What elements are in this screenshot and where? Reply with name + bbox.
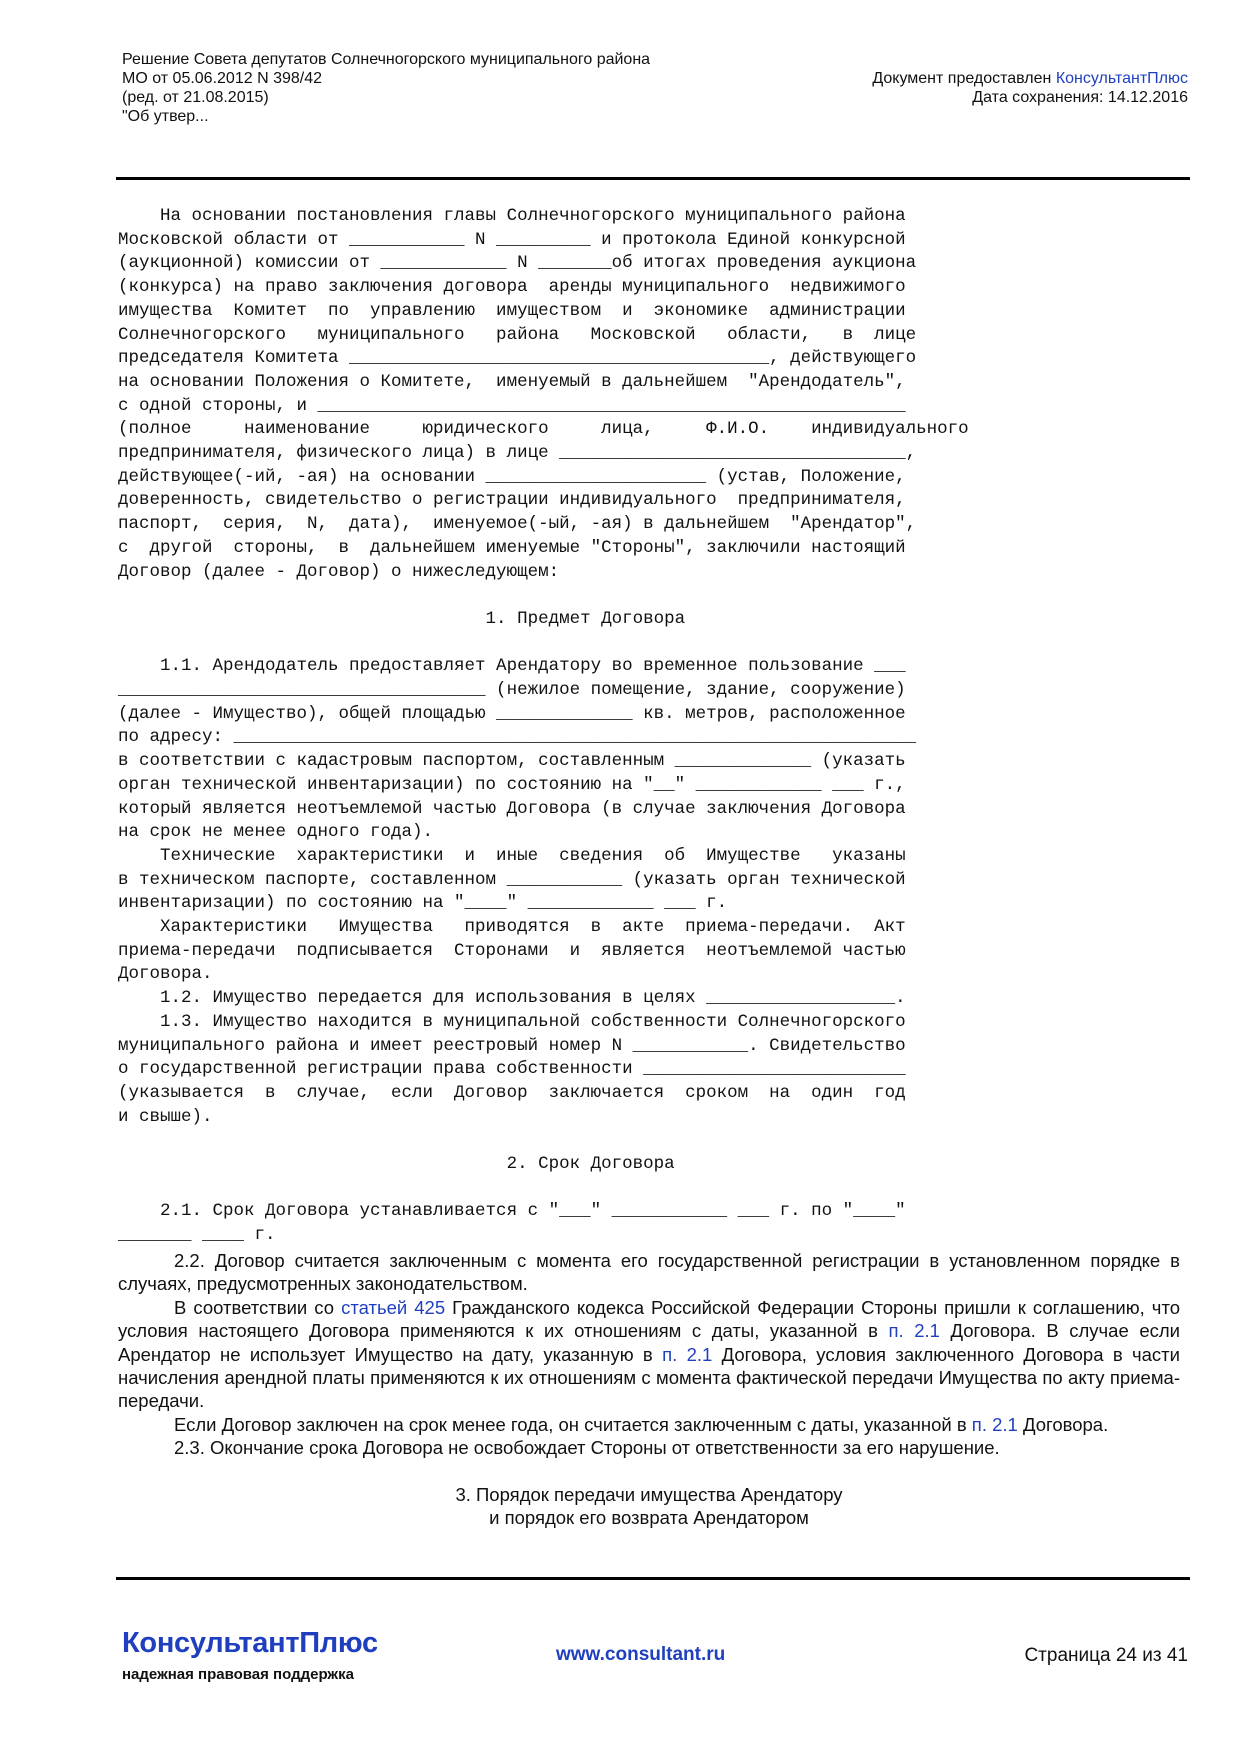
header-line: Решение Совета депутатов Солнечногорского муниципального района xyxy=(122,51,651,68)
article-425-link[interactable]: статьей 425 xyxy=(341,1296,446,1318)
section-3-title: 3. Порядок передачи имущества Арендатору и порядок его возврата Арендатором xyxy=(455,1483,843,1528)
preamble-text: На основании постановления главы Солнечногорского муниципального района Московской области от ___________ N _________ и протокола Единой конкурсной (аукционной) комиссии от ____________ N _______об итогах проведения аукциона (конкурса) на право заключения договора аренды муниципального недвижимого имущества Комитет по управлению имуществом и экономике администрации Солнечногорского муниципального района Московской области, в лице председателя Комитета ________________________________________, действующего на основании Положения о Комитете, именуемый в дальнейшем "Арендодатель", с одной стороны, и ________________________________________________________ (полное наименование юридического лица, Ф.И.О. индивидуального предпринимателя, физического лица) в лице _________________________________, действующее(-ий, -ая) на основании _____________________ (устав, Положение, доверенность, свидетельство о регистрации индивидуального предпринимателя, паспорт, серия, N, дата), именуемое(-ый, -ая) в дальнейшем "Арендатор", с другой стороны, в дальнейшем именуемые "Стороны", заключили настоящий Договор (далее - Договор) о нижеследующем: xyxy=(118,206,969,582)
section-2-title: 2. Срок Договора xyxy=(118,1154,675,1175)
clause-2-3: 2.3. Окончание срока Договора не освобождает Стороны от ответственности за его нарушение. xyxy=(174,1437,1000,1459)
clause-2-1-link[interactable]: п. 2.1 xyxy=(971,1413,1018,1435)
short-term-paragraph: Если Договор заключен на срок менее года, он считается заключенным с даты, указанной в п. 2.1 Договора. xyxy=(174,1413,1109,1435)
document-header-source xyxy=(668,69,1188,107)
clause-2-1-link[interactable]: п. 2.1 xyxy=(662,1343,713,1365)
section-1-title: 1. Предмет Договора xyxy=(118,608,686,629)
clause-2-1-text: 2.1. Срок Договора устанавливается с "___" ___________ ___ г. по "____" _______ ____ г. xyxy=(118,1201,906,1246)
page-number: Страница 24 из 41 xyxy=(1024,1645,1188,1666)
header-divider xyxy=(116,177,1190,180)
save-date: Дата сохранения: 14.12.2016 xyxy=(972,89,1188,106)
clause-2-1-link[interactable]: п. 2.1 xyxy=(888,1320,940,1342)
header-line: "Об утвер... xyxy=(122,108,209,125)
logo-tagline: надежная правовая поддержка xyxy=(122,1666,354,1683)
website-link[interactable]: www.consultant.ru xyxy=(556,1644,726,1665)
provided-by-label: Документ предоставлен xyxy=(872,70,1056,87)
section-1-text: 1.1. Арендодатель предоставляет Арендатору во временное пользование ___ ___________________________________ (нежилое помещение, здание, сооружение) (далее - Имущество), общей площадью _____________ кв. метров, расположенное по адресу: _________________________________________________________________ в соответствии с кадастровым паспортом, составленным _____________ (указать орган технической инвентаризации) по состоянию на "__" ____________ ___ г., который является неотъемлемой частью Договора (в случае заключения Договора на срок не менее одного года). Технические характеристики и иные сведения об Имуществе указаны в техническом паспорте, составленном ___________ (указать орган технической инвентаризации) по состоянию на "____" ____________ ___ г. Характеристики Имущества приводятся в акте приема-передачи. Акт приема-передачи подписывается Сторонами и является неотъемлемой частью Договора. 1.2. Имущество передается для использования в целях __________________. 1.3. Имущество находится в муниципальной собственности Солнечногорского муниципального района и имеет реестровый номер N ___________. Свидетельство о государственной регистрации права собственности _________________________ (указывается в случае, если Договор заключается сроком на один год и свыше). xyxy=(118,656,917,1127)
clause-2-2: 2.2. Договор считается заключенным с момента его государственной регистрации в установленном порядке в случаях, предусмотренных законодательством. xyxy=(118,1249,1180,1295)
document-header-title xyxy=(122,50,742,126)
header-line: МО от 05.06.2012 N 398/42 xyxy=(122,70,322,87)
agreement-paragraph: В соответствии со статьей 425 Гражданского кодекса Российской Федерации Стороны пришли к соглашению, что условия настоящего Договора применяются к их отношениям с даты, указанной в п. 2.1 Договора. В случае если Арендатор не использует Имущество на дату, указанную в п. 2.1 Договора, условия заключенного Договора в части начисления арендной платы применяются к их отношениям с момента фактической передачи Имущества по акту приема-передачи. xyxy=(118,1296,1181,1412)
consultant-logo: КонсультантПлюс xyxy=(122,1627,378,1659)
header-line: (ред. от 21.08.2015) xyxy=(122,89,269,106)
footer-divider xyxy=(116,1577,1190,1580)
consultant-brand-link[interactable]: КонсультантПлюс xyxy=(1055,70,1188,87)
document-body xyxy=(118,205,1181,1529)
